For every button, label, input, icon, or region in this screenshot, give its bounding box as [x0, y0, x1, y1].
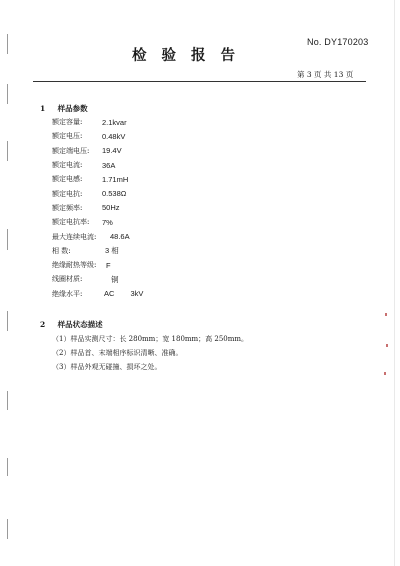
binding-mark [7, 391, 8, 410]
section-number: 1 [40, 104, 46, 113]
param-row [52, 258, 143, 272]
param-row [52, 272, 143, 286]
stamp-fragment [385, 313, 387, 316]
document-number: No. DY170203 [307, 37, 369, 47]
section-heading-sample-params [40, 103, 88, 114]
section-heading-sample-status [40, 319, 103, 330]
param-value: 1.71mH [102, 174, 129, 184]
param-label: 最大连续电流: [52, 232, 97, 241]
param-label: 线圈材质: [52, 275, 83, 284]
param-label: 额定电流: [52, 161, 83, 170]
sample-params-list [52, 115, 143, 301]
param-row [52, 287, 143, 301]
param-label: 绝缘耐热等级: [52, 261, 97, 270]
binding-mark [7, 141, 8, 161]
param-row [52, 129, 143, 143]
binding-mark [7, 229, 8, 250]
binding-mark [7, 311, 8, 331]
status-item: （1）样品实测尺寸：长 280mm；宽 180mm；高 250mm。 [52, 335, 249, 343]
section-title: 样品参数 [57, 104, 88, 113]
param-label: 额定电感: [52, 175, 83, 184]
param-value: 3 相 [105, 246, 119, 256]
param-value: 7% [102, 217, 113, 227]
param-value: 0.538Ω [102, 189, 127, 199]
param-label: 绝缘水平: [52, 289, 83, 298]
binding-mark [7, 34, 8, 54]
page-edge-shadow [394, 0, 395, 566]
param-value: 50Hz [102, 203, 120, 213]
binding-mark [7, 458, 8, 476]
header-divider [33, 81, 366, 82]
param-row [52, 215, 143, 229]
param-row [52, 229, 143, 243]
param-label: 相 数: [52, 246, 71, 255]
param-row [52, 172, 143, 186]
page-indicator: 第 3 页 共 13 页 [297, 70, 354, 79]
param-row [52, 201, 143, 215]
param-row [52, 244, 143, 258]
param-row [52, 115, 143, 129]
status-item: （3）样品外观无碰撞、损坏之处。 [52, 363, 162, 371]
param-value: 19.4V [102, 146, 122, 156]
binding-mark [7, 519, 8, 539]
stamp-fragment [384, 372, 386, 375]
param-value: AC 3kV [104, 289, 144, 299]
param-label: 额定端电压: [52, 146, 90, 155]
param-label: 额定频率: [52, 203, 83, 212]
param-value: 36A [102, 160, 116, 170]
param-label: 额定电抗: [52, 189, 83, 198]
section-title: 样品状态描述 [57, 320, 103, 329]
binding-mark [7, 84, 8, 104]
param-row [52, 158, 143, 172]
param-row [52, 144, 143, 158]
param-value: 铜 [111, 274, 119, 284]
page-title: 检验报告 [132, 47, 250, 64]
stamp-fragment [386, 344, 388, 347]
param-label: 额定电压: [52, 132, 83, 141]
param-value: F [106, 260, 111, 270]
param-value: 2.1kvar [102, 117, 127, 127]
param-value: 48.6A [110, 232, 130, 242]
param-label: 额定容量: [52, 118, 83, 127]
param-value: 0.48kV [102, 131, 126, 141]
section-number: 2 [40, 320, 46, 329]
param-row [52, 186, 143, 200]
param-label: 额定电抗率: [52, 218, 90, 227]
status-item: （2）样品首、末端相序标识清晰、准确。 [52, 349, 183, 357]
sample-status-list [52, 332, 248, 374]
